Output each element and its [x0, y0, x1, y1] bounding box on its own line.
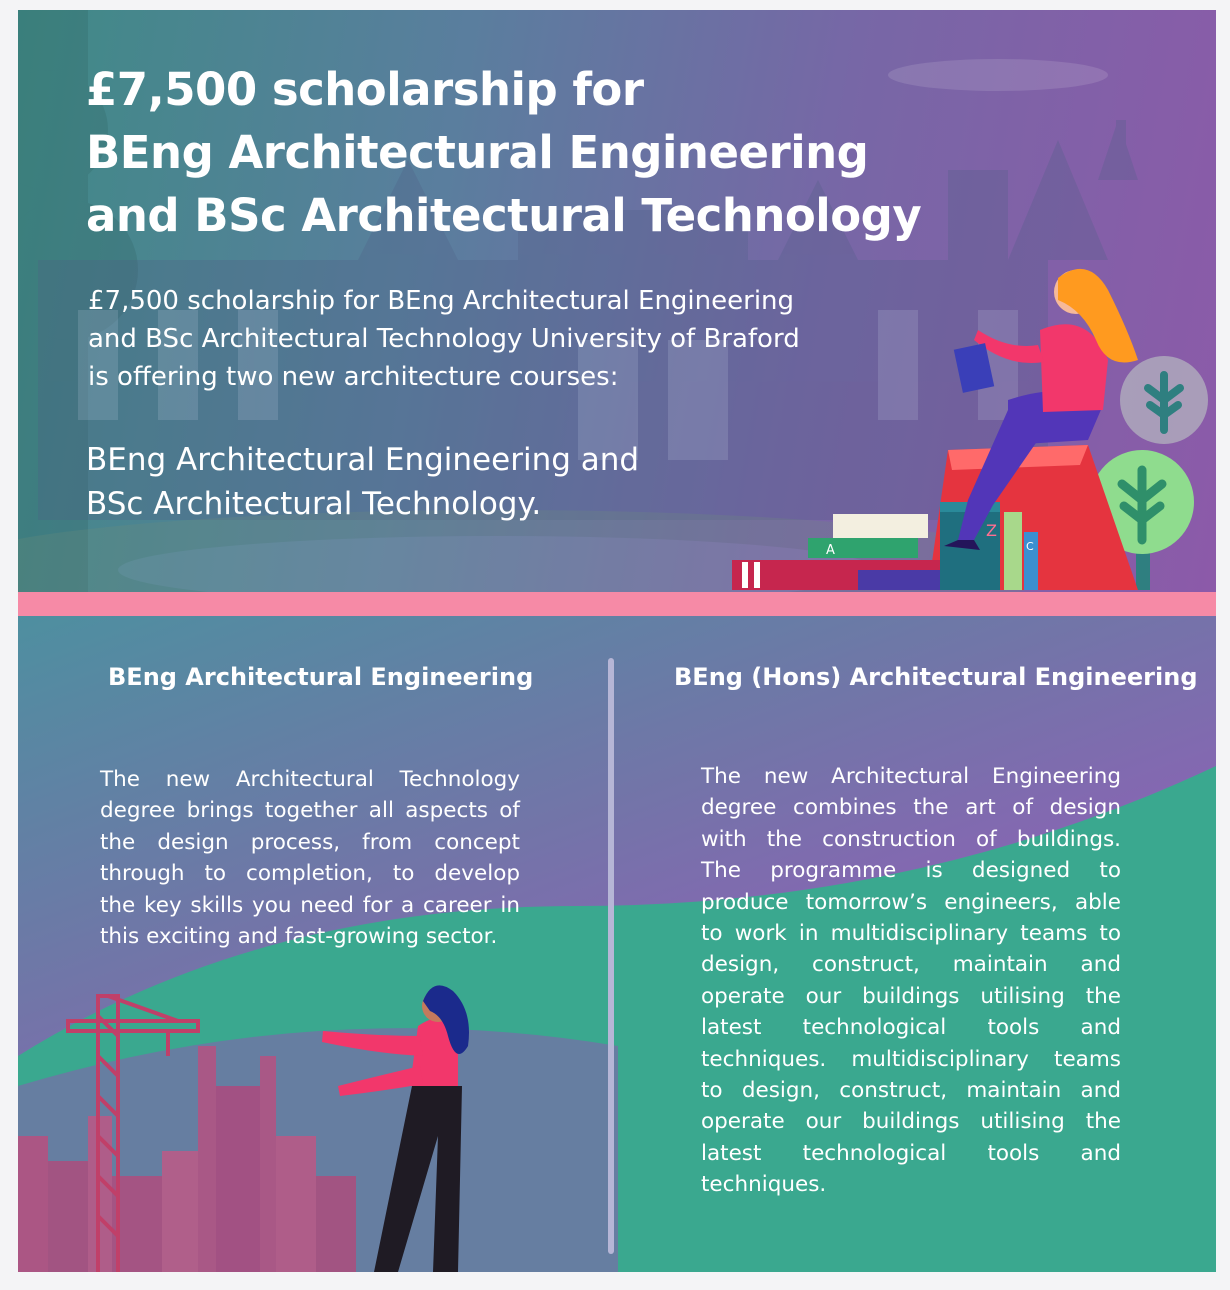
right-column-body — [701, 761, 1121, 1201]
hero-title — [86, 58, 922, 247]
hero-intro-line: is offering two new architecture courses: — [88, 362, 619, 392]
body-line: The programme is designed to — [701, 858, 1121, 884]
body-line: to work in multidisciplinary teams to — [701, 921, 1121, 947]
hero-courses-line: BEng Architectural Engineering and — [86, 442, 640, 478]
poster — [18, 10, 1216, 1272]
body-line: operate our buildings utilising the — [701, 1109, 1121, 1135]
hero-banner — [18, 10, 1216, 592]
body-line: techniques. — [701, 1172, 827, 1198]
body-line: design, construct, maintain and — [701, 952, 1121, 978]
hero-intro-line: and BSc Architectural Technology University of Braford — [88, 324, 800, 354]
body-line: to design, construct, maintain and — [701, 1078, 1121, 1104]
pink-divider-bar — [18, 592, 1216, 616]
body-line: through to completion, to develop — [100, 861, 520, 887]
body-line: this exciting and fast-growing sector. — [100, 924, 498, 950]
body-line: with the construction of buildings. — [701, 826, 1121, 852]
hero-title-line: and BSc Architectural Technology — [86, 189, 922, 242]
body-line: The new Architectural Engineering — [701, 764, 1121, 789]
body-line: degree combines the art of design — [701, 795, 1121, 821]
body-line: The new Architectural Technology — [100, 767, 520, 792]
body-line: latest technological tools and — [701, 1140, 1121, 1166]
book-letter: C — [1026, 540, 1034, 553]
hero-intro-line: £7,500 scholarship for BEng Architectural Engineering — [88, 286, 795, 316]
body-line: the design process, from concept — [100, 829, 520, 855]
hero-title-line: BEng Architectural Engineering — [86, 126, 869, 179]
tree-icon — [1120, 356, 1208, 444]
left-column-heading: BEng Architectural Engineering — [108, 663, 534, 691]
left-column-body — [100, 764, 520, 952]
body-line: the key skills you need for a career in — [100, 892, 520, 918]
body-line: operate our buildings utilising the — [701, 983, 1121, 1009]
body-line: latest technological tools and — [701, 1015, 1121, 1041]
course-details-section — [18, 616, 1216, 1272]
hero-courses-line: BSc Architectural Technology. — [86, 486, 542, 522]
column-divider — [608, 658, 614, 1254]
hero-title-line: £7,500 scholarship for — [86, 63, 644, 116]
body-line: degree brings together all aspects of — [100, 798, 520, 824]
body-line: techniques. multidisciplinary teams — [701, 1046, 1121, 1072]
body-line: produce tomorrow’s engineers, able — [701, 889, 1121, 915]
hero-courses — [86, 438, 706, 526]
right-column-heading: BEng (Hons) Architectural Engineering — [674, 663, 1198, 691]
book-letter: Z — [986, 521, 997, 540]
woman-reading-on-books-illustration — [708, 250, 1208, 592]
book-letter: A — [826, 543, 835, 558]
